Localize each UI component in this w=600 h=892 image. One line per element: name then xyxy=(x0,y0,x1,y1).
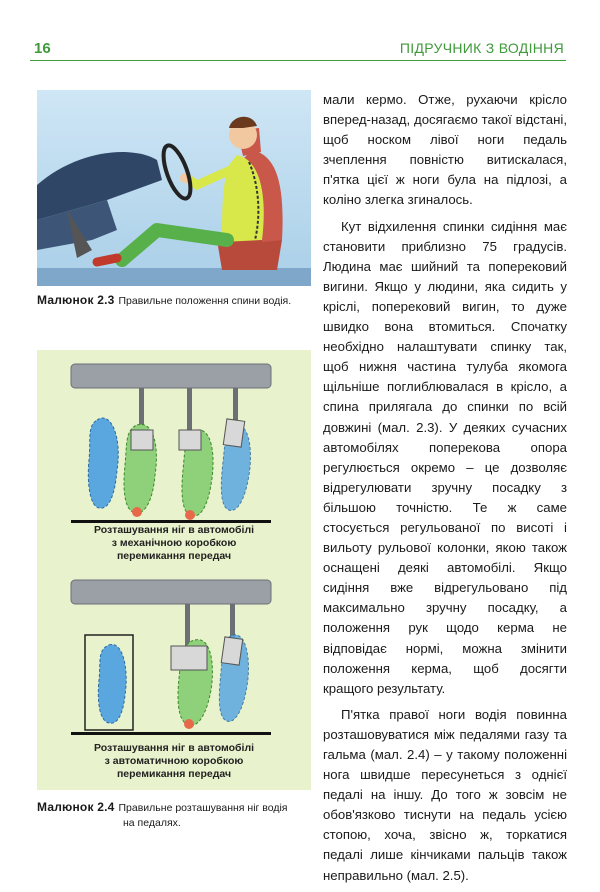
figure-label: Малюнок 2.3 xyxy=(37,293,115,307)
note-line: перемикання передач xyxy=(116,768,232,780)
figure-caption-continued: на педалях. xyxy=(123,817,181,829)
driver-posture-illustration xyxy=(37,90,311,286)
manual-transmission-note xyxy=(37,524,311,563)
figure-feet-on-pedals xyxy=(37,350,311,790)
paragraph: мали кермо. Отже, рухаючи крісло вперед-назад, досягаємо такої відстані, щоб носком лівої ноги педаль зчеплення повністю витискалася, п'ятка цієї ж ноги була на підлозі, а коліно злегка згиналось. xyxy=(323,92,567,208)
figure-2-3-caption xyxy=(37,293,317,308)
automatic-transmission-note xyxy=(37,742,311,781)
paragraph: П'ятка правої ноги водія повинна розташовуватися між педалями газу та гальма (мал. 2.4) – у такому положенні нога швидше пересунеться з однієї педалі на іншу. До того ж зовсім не обов'язково тиснути на педаль усією стопою, хоча, звісно ж, торкатися педалі лише кінчиками пальців також неправильно (мал. 2.5). xyxy=(323,706,567,883)
note-line: Розташування ніг в автомобілі xyxy=(93,524,255,536)
note-line: Розташування ніг в автомобілі xyxy=(93,742,255,754)
header-rule xyxy=(30,60,566,61)
figure-label: Малюнок 2.4 xyxy=(37,800,115,814)
note-line: з автоматичною коробкою xyxy=(104,755,244,767)
running-title: ПІДРУЧНИК З ВОДІННЯ xyxy=(399,40,564,56)
figure-caption: Правильне положення спини водія. xyxy=(118,295,292,307)
note-line: з механічною коробкою xyxy=(111,537,237,549)
paragraph: Кут відхилення спинки сидіння має становити приблизно 75 градусів. Людина має шийний та поперековий вигини. Якщо у людини, яка сидить у кріслі, поперековий вигин, то дуже швидко вона втомиться. Спочатку необхідно налаштувати спинку так, щоб нижня частина тулуба якомога щільніше поглиблювалася в крісло, а спина прилягала до спинки по всій довжині (мал. 2.3). У деяких сучасних автомобілях поперекова опора регулюється окремо – це дозволяє відрегулювати зручну посадку з більшою точністю. Те ж саме стосується регульованої по висоті і вильоту рульової колонки, якою також оснащені деякі автомобілі. Якщо сидіння вже відрегульовано під максимально зручну посадку, а положення рук щодо керма не відповідає нормі, можна змінити положення керма, щоб досягти кращого результату. xyxy=(323,218,567,696)
figure-driver-posture xyxy=(37,90,311,286)
figure-2-4-caption xyxy=(37,800,317,831)
body-text xyxy=(323,90,567,892)
note-line: перемикання передач xyxy=(116,550,232,562)
figure-caption: Правильне розташування ніг водія xyxy=(118,802,288,814)
page-number: 16 xyxy=(34,40,51,57)
feet-on-pedals-illustration xyxy=(37,350,311,790)
